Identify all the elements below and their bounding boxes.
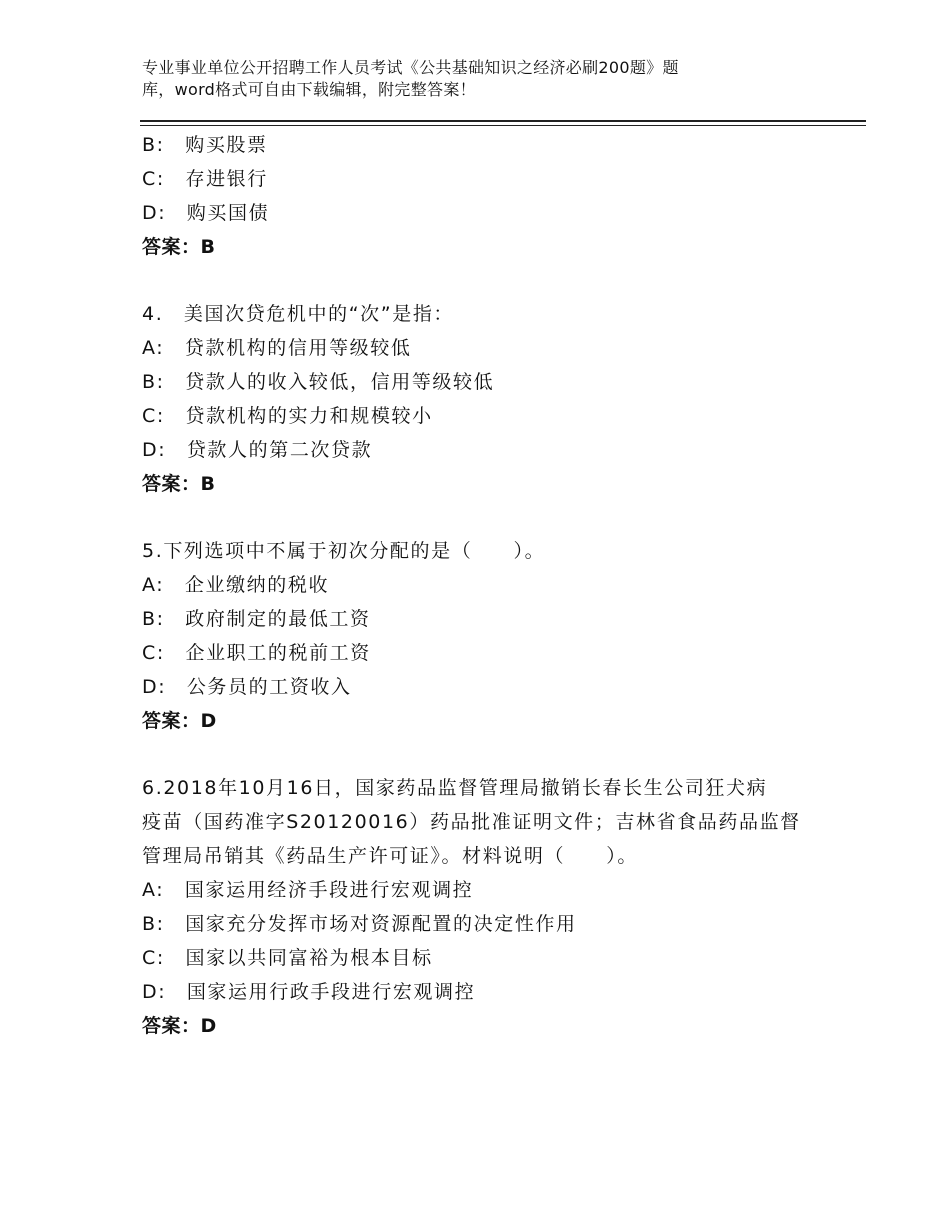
- option-d: D: 公务员的工资收入: [142, 676, 352, 698]
- question-5: [142, 534, 822, 738]
- question-stem-line-3: 管理局吊销其《药品生产许可证》。材料说明（ ）。: [142, 845, 639, 867]
- question-stem: 5.下列选项中不属于初次分配的是（ ）。: [142, 540, 546, 562]
- answer: 答案：D: [142, 1015, 217, 1037]
- option-a: A: 企业缴纳的税收: [142, 574, 330, 596]
- question-4: [142, 297, 822, 501]
- option-c: C: 贷款机构的实力和规模较小: [142, 405, 433, 427]
- option-d: D: 贷款人的第二次贷款: [142, 439, 373, 461]
- spacer: [142, 738, 822, 771]
- header-divider-thick: [140, 120, 866, 122]
- option-a: A: 贷款机构的信用等级较低: [142, 337, 412, 359]
- question-stem: 4. 美国次贷危机中的“次”是指：: [142, 303, 455, 325]
- spacer: [142, 501, 822, 534]
- question-6: [142, 771, 822, 1043]
- header-divider-thin: [140, 125, 866, 126]
- question-3-continued: [142, 128, 822, 264]
- option-b: B: 国家充分发挥市场对资源配置的决定性作用: [142, 913, 577, 935]
- question-stem-line-2: 疫苗（国药准字S20120016）药品批准证明文件；吉林省食品药品监督: [142, 811, 801, 833]
- option-b: B: 购买股票: [142, 134, 268, 156]
- option-d: D: 购买国债: [142, 202, 270, 224]
- option-c: C: 国家以共同富裕为根本目标: [142, 947, 433, 969]
- document-header: [142, 57, 782, 101]
- answer: 答案：B: [142, 473, 216, 495]
- question-stem-line-1: 6.2018年10月16日，国家药品监督管理局撤销长春长生公司狂犬病: [142, 777, 768, 799]
- option-b: B: 贷款人的收入较低，信用等级较低: [142, 371, 495, 393]
- option-c: C: 存进银行: [142, 168, 268, 190]
- option-a: A: 国家运用经济手段进行宏观调控: [142, 879, 474, 901]
- option-b: B: 政府制定的最低工资: [142, 608, 371, 630]
- question-list: [142, 128, 822, 1043]
- option-d: D: 国家运用行政手段进行宏观调控: [142, 981, 476, 1003]
- answer: 答案：B: [142, 236, 216, 258]
- answer: 答案：D: [142, 710, 217, 732]
- option-c: C: 企业职工的税前工资: [142, 642, 371, 664]
- header-line-2: 库，word格式可自由下载编辑，附完整答案！: [142, 80, 476, 99]
- spacer: [142, 264, 822, 297]
- header-line-1: 专业事业单位公开招聘工作人员考试《公共基础知识之经济必刷200题》题: [142, 58, 679, 77]
